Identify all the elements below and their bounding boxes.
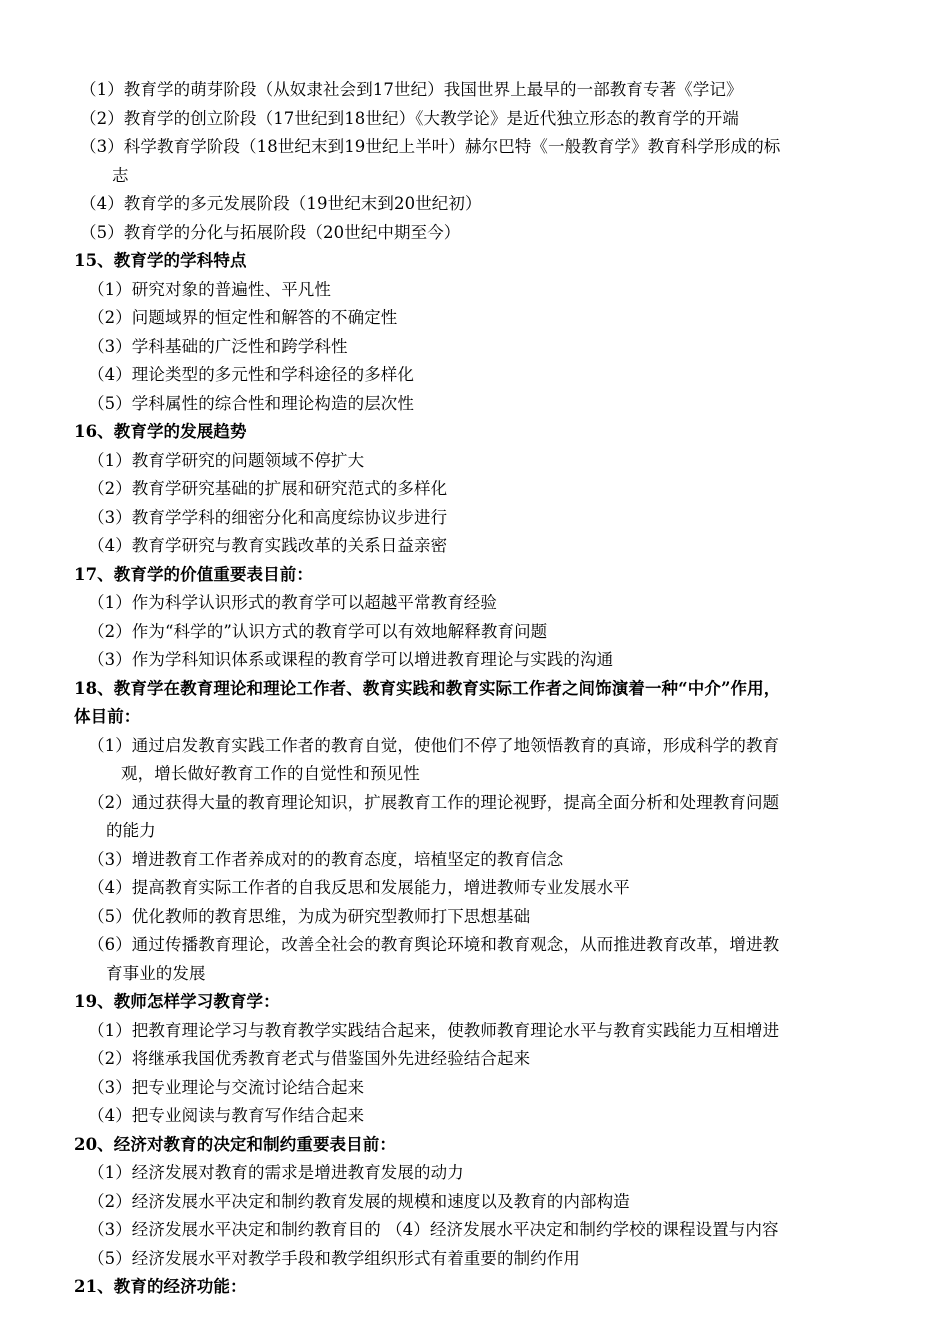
document-page bbox=[0, 76, 950, 1302]
section-15-item-5: （5）学科属性的综合性和理论构造的层次性 bbox=[88, 393, 414, 413]
section-18-heading-continuation: 体目前： bbox=[74, 707, 141, 726]
section-15-item-2: （2）问题域界的恒定性和解答的不确定性 bbox=[88, 308, 398, 327]
section-18-item-1-continuation: 观，增长做好教育工作的自觉性和预见性 bbox=[121, 764, 420, 783]
stage-item-4: （4）教育学的多元发展阶段（19世纪末到20世纪初） bbox=[80, 194, 482, 213]
section-20-heading: 20、经济对教育的决定和制约重要表目前： bbox=[74, 1134, 396, 1154]
section-15-heading: 15、教育学的学科特点 bbox=[74, 251, 247, 270]
section-17-heading: 17、教育学的价值重要表目前： bbox=[74, 564, 313, 584]
section-17-item-2: （2）作为“科学的”认识方式的教育学可以有效地解释教育问题 bbox=[88, 621, 548, 641]
section-18-item-1: （1）通过启发教育实践工作者的教育自觉，使他们不停了地领悟教育的真谛，形成科学的教育 bbox=[88, 735, 780, 755]
section-18-item-2-continuation: 的能力 bbox=[106, 821, 156, 840]
section-16-heading: 16、教育学的发展趋势 bbox=[74, 422, 247, 441]
section-16-item-3: （3）教育学学科的细密分化和高度综协议步进行 bbox=[88, 507, 448, 527]
stage-item-3: （3）科学教育学阶段（18世纪末到19世纪上半叶）赫尔巴特《一般教育学》教育科学形成的标 bbox=[80, 137, 781, 156]
section-20-item-1: （1）经济发展对教育的需求是增进教育发展的动力 bbox=[88, 1163, 464, 1182]
section-19-item-1: （1）把教育理论学习与教育教学实践结合起来，使教师教育理论水平与教育实践能力互相增进 bbox=[88, 1020, 780, 1040]
section-16-item-4: （4）教育学研究与教育实践改革的关系日益亲密 bbox=[88, 536, 448, 555]
section-20-item-3: （3）经济发展水平决定和制约教育目的 （4）经济发展水平决定和制约学校的课程设置与内容 bbox=[88, 1220, 779, 1239]
section-17-item-1: （1）作为科学认识形式的教育学可以超越平常教育经验 bbox=[88, 593, 497, 612]
section-19-heading: 19、教师怎样学习教育学： bbox=[74, 992, 280, 1011]
section-15-item-1: （1）研究对象的普遍性、平凡性 bbox=[88, 279, 331, 299]
section-16-item-1: （1）教育学研究的问题领域不停扩大 bbox=[88, 450, 365, 470]
stage-item-5: （5）教育学的分化与拓展阶段（20世纪中期至今） bbox=[80, 222, 461, 242]
section-18-item-3: （3）增进教育工作者养成对的的教育态度，培植坚定的教育信念 bbox=[88, 849, 564, 869]
stage-item-2: （2）教育学的创立阶段（17世纪到18世纪）《大教学论》是近代独立形态的教育学的开端 bbox=[80, 108, 739, 128]
section-18-item-6-continuation: 育事业的发展 bbox=[106, 963, 206, 983]
section-19-item-4: （4）把专业阅读与教育写作结合起来 bbox=[88, 1106, 365, 1125]
section-18-item-6: （6）通过传播教育理论，改善全社会的教育舆论环境和教育观念，从而推进教育改革，增进教 bbox=[88, 935, 780, 954]
section-20-item-5: （5）经济发展水平对教学手段和教学组织形式有着重要的制约作用 bbox=[88, 1248, 580, 1268]
section-18-heading: 18、教育学在教育理论和理论工作者、教育实践和教育实际工作者之间饰演着一种“中介”作用， bbox=[74, 678, 781, 698]
section-18-item-4: （4）提高教育实际工作者的自我反思和发展能力，增进教师专业发展水平 bbox=[88, 878, 630, 897]
section-16-item-2: （2）教育学研究基础的扩展和研究范式的多样化 bbox=[88, 479, 448, 498]
stage-item-1: （1）教育学的萌芽阶段（从奴隶社会到17世纪）我国世界上最早的一部教育专著《学记》 bbox=[80, 80, 743, 99]
section-20-item-2: （2）经济发展水平决定和制约教育发展的规模和速度以及教育的内部构造 bbox=[88, 1191, 630, 1211]
section-15-item-3: （3）学科基础的广泛性和跨学科性 bbox=[88, 336, 348, 356]
section-18-item-2: （2）通过获得大量的教育理论知识，扩展教育工作的理论视野，提高全面分析和处理教育问题 bbox=[88, 792, 780, 812]
section-19-item-3: （3）把专业理论与交流讨论结合起来 bbox=[88, 1077, 365, 1097]
stage-item-3-continuation: 志 bbox=[112, 165, 129, 185]
section-19-item-2: （2）将继承我国优秀教育老式与借鉴国外先进经验结合起来 bbox=[88, 1049, 531, 1068]
section-21-heading: 21、教育的经济功能： bbox=[74, 1277, 247, 1296]
section-18-item-5: （5）优化教师的教育思维，为成为研究型教师打下思想基础 bbox=[88, 906, 531, 926]
section-15-item-4: （4）理论类型的多元性和学科途径的多样化 bbox=[88, 365, 414, 384]
section-17-item-3: （3）作为学科知识体系或课程的教育学可以增进教育理论与实践的沟通 bbox=[88, 650, 614, 669]
